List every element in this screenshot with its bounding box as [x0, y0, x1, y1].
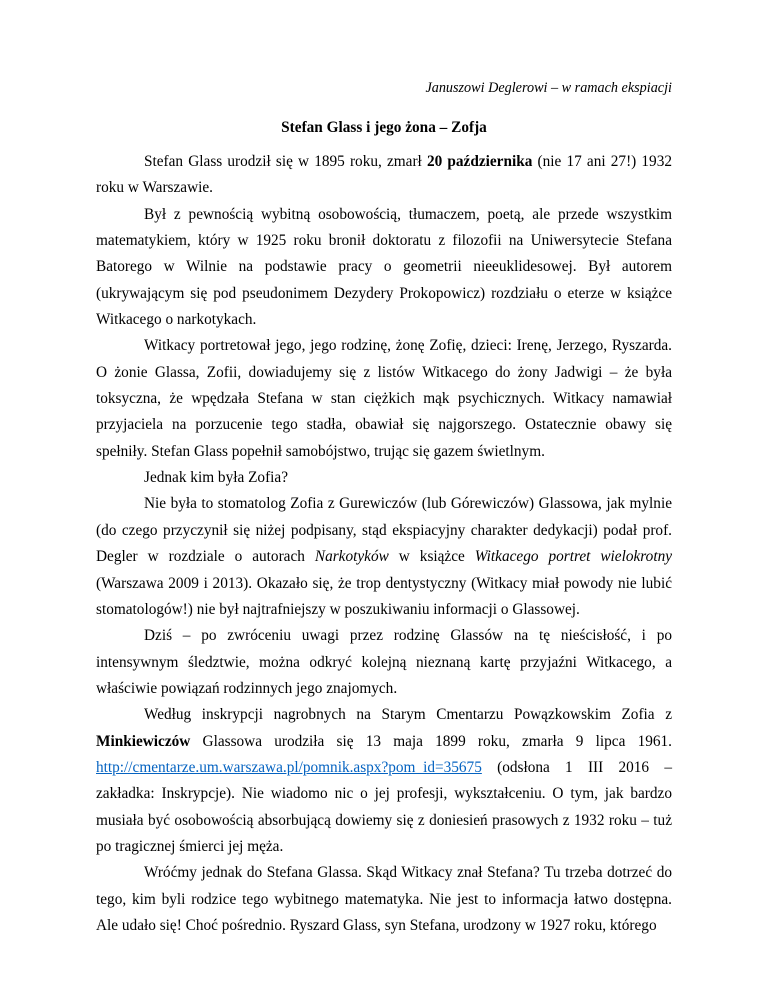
document-title: Stefan Glass i jego żona – Zofja: [281, 119, 487, 136]
maiden-name-emphasis: Minkiewiczów: [96, 732, 191, 750]
dedication-epigraph: Januszowi Deglerowi – w ramach ekspiacji: [425, 80, 672, 96]
paragraph-2: Był z pewnością wybitną osobowością, tłumaczem, poetą, ale przede wszystkim matematykiem, który w 1925 roku bronił doktoratu z filozofii na Uniwersytecie Stefana Batorego w Wilnie na podstawie pracy o geometrii nieeuklidesowej. Był autorem (ukrywającym się pod pseudonimem Dezydery Prokopowicz) rozdziału o eterze w książce Witkacego o narkotykach.: [96, 205, 672, 329]
paragraph-1-text-a: Stefan Glass urodził się w 1895 roku, zmarł: [144, 153, 427, 170]
paragraph-7-text-a: Według inskrypcji nagrobnych na Starym Cmentarzu Powązkowskim Zofia z: [144, 706, 672, 724]
paragraph-4: Jednak kim była Zofia?: [144, 469, 288, 487]
paragraph-7-text-b: Glassowa urodziła się 13 maja 1899 roku, zmarła 9 lipca 1961.: [190, 732, 672, 750]
paragraph-5-text-c: (Warszawa 2009 i 2013). Okazało się, że trop dentystyczny (Witkacy miał powody nie lubić stomatologów!) nie był najtrafniejszy w poszukiwaniu informacji o Glassowej.: [96, 574, 672, 618]
cemetery-link[interactable]: http://cmentarze.um.warszawa.pl/pomnik.aspx?pom_id=35675: [96, 758, 482, 776]
document-body: [96, 149, 672, 939]
paragraph-1: [96, 149, 672, 202]
paragraph-6: Dziś – po zwróceniu uwagi przez rodzinę Glassów na tę nieścisłość, i po intensywnym śledztwie, można odkryć kolejną nieznaną kartę przyjaźni Witkacego, a właściwie powiązań rodzinnych jego znajomych.: [96, 627, 672, 697]
paragraph-7: [96, 702, 672, 860]
book-title-portret: Witkacego portret wielokrotny: [474, 548, 673, 566]
paragraph-5-text-b: w książce: [388, 548, 475, 566]
book-title-narkotykow: Narkotyków: [314, 548, 389, 566]
paragraph-8: Wróćmy jednak do Stefana Glassa. Skąd Witkacy znał Stefana? Tu trzeba dotrzeć do tego, kim byli rodzice tego wybitnego matematyka. Nie jest to informacja łatwo dostępna. Ale udało się! Choć pośrednio. Ryszard Glass, syn Stefana, urodzony w 1927 roku, którego: [96, 864, 672, 934]
paragraph-5: [96, 491, 672, 623]
paragraph-3: Witkacy portretował jego, jego rodzinę, żonę Zofię, dzieci: Irenę, Jerzego, Ryszarda. O żonie Glassa, Zofii, dowiadujemy się z listów Witkacego do żony Jadwigi – że była toksyczna, że wpędzała Stefana w stan ciężkich mąk psychicznych. Witkacy namawiał przyjaciela na porzucenie tego stadła, obawiał się najgorszego. Ostatecznie obawy się spełniły. Stefan Glass popełnił samobójstwo, trując się gazem świetlnym.: [96, 337, 672, 460]
paragraph-1-text-b: (nie 17 ani 27!) 1932 roku w Warszawie.: [96, 153, 673, 197]
paragraph-7-text-c: (odsłona 1 III 2016 – zakładka: Inskrypcje). Nie wiadomo nic o jej profesji, wykształceniu. O tym, jak bardzo musiała być osobowością absorbującą dowiemy się z doniesień prasowych z 1932 roku – tuż po tragicznej śmierci jej męża.: [96, 758, 672, 855]
paragraph-5-text-a: Nie była to stomatolog Zofia z Gurewiczów (lub Górewiczów) Glassowa, jak mylnie (do czego przyczynił się niżej podpisany, stąd ekspiacyjny charakter dedykacji) podał prof. Degler w rozdziale o autorach: [96, 495, 672, 566]
date-emphasis: 20 października: [426, 153, 533, 170]
